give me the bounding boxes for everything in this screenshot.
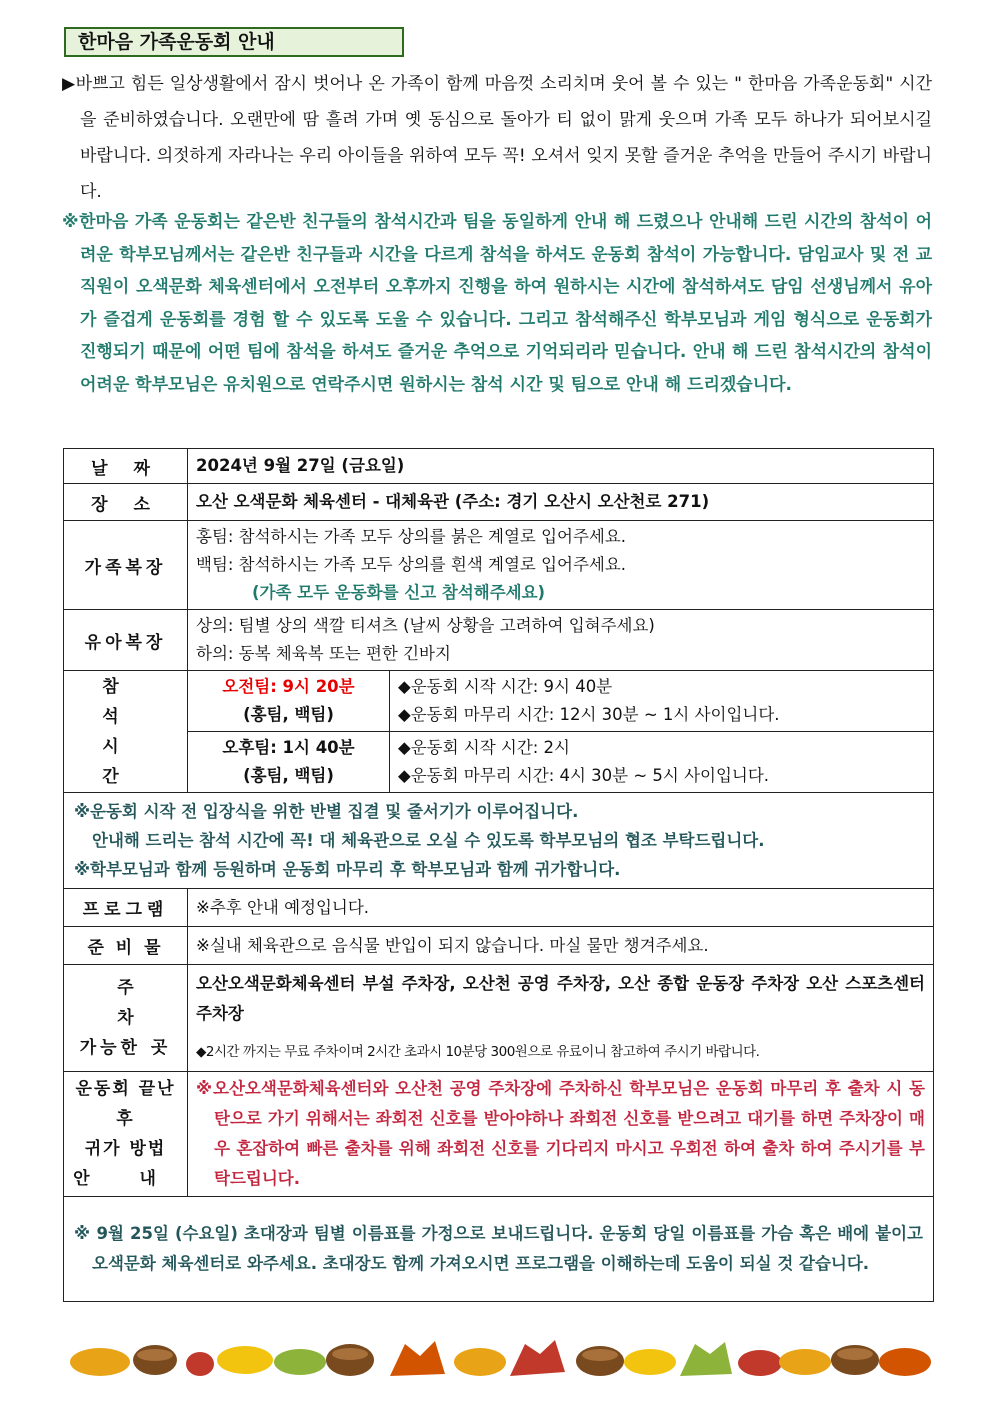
supplies-label: 준 비 물 [64,927,188,965]
gathering-note-line3: ※학부모님과 함께 등원하며 운동회 마무리 후 학부모님과 함께 귀가합니다. [74,860,621,879]
page-title: 한마음 가족운동회 안내 [64,27,404,57]
return-label-line4: 안 내 [73,1169,178,1189]
morning-team-teams: (홍팀, 백팀) [243,705,334,724]
gathering-note-line2: 안내해 드리는 참석 시간에 꼭! 대 체육관으로 오실 수 있도록 학부모님의 협조 부탁드립니다. [92,831,765,850]
morning-end: ◆운동회 마무리 시간: 12시 30분 ~ 1시 사이입니다. [398,705,780,724]
gathering-note [64,793,934,889]
place-label: 장 소 [64,484,188,521]
final-note: ※ 9월 25일 (수요일) 초대장과 팀별 이름표를 가정으로 보내드립니다. 운동회 당일 이름표를 가슴 혹은 배에 붙이고 오색문화 체육센터로 와주세요. 초대장도 함께 가져오시면 프로그램을 이해하는데 도움이 되실 것 같습니다. [64,1197,934,1302]
morning-team-cell [188,671,390,732]
parking-label-bottom: 가능한 곳 [79,1038,172,1058]
afternoon-team-time: 오후팀: 1시 40분 [222,738,355,757]
date-value: 2024년 9월 27일 (금요일) [188,449,934,484]
supplies-value: ※실내 체육관으로 음식물 반입이 되지 않습니다. 마실 물만 챙겨주세요. [188,927,934,965]
autumn-leaves-border [60,1336,940,1386]
intro-paragraph: ▶바쁘고 힘든 일상생활에서 잠시 벗어나 온 가족이 함께 마음껏 소리치며 웃어 볼 수 있는 " 한마음 가족운동회" 시간을 준비하였습니다. 오랜만에 땀 흘려 가며 옛 동심으로 돌아가 티 없이 맑게 웃으며 가족 모두 하나가 되어보시길 바랍니다. 의젓하게 자라나는 우리 아이들을 위하여 모두 꼭! 오셔서 잊지 못할 즐거운 추억을 만들어 주시기 바랍니다. [62,74,932,202]
family-dress-shoes-note: (가족 모두 운동화를 신고 참석해주세요) [252,583,546,602]
morning-start: ◆운동회 시작 시간: 9시 40분 [398,677,613,696]
return-instructions: ※오산오색문화체육센터와 오산천 공영 주차장에 주차하신 학부모님은 운동회 마무리 후 출차 시 동탄으로 가기 위해서는 좌회전 신호를 받아야하나 좌회전 신호를 받으려고 대기를 하면 주차장이 매우 혼잡하여 빠른 출차를 위해 좌회전 신호를 기다리지 마시고 우회전 하여 출차 하여 주시기를 부탁드립니다. [188,1072,934,1197]
parking-places: 오산오색문화체육센터 부설 주차장, 오산천 공영 주차장, 오산 종합 운동장 주차장 오산 스포츠센터 주차장 [196,974,925,1023]
return-label [64,1072,188,1197]
attendance-notice: ※한마음 가족 운동회는 같은반 친구들의 참석시간과 팀을 동일하게 안내 해 드렸으나 안내해 드린 시간의 참석이 어려운 학부모님께서는 같은반 친구들과 시간을 다르게 참석을 하셔도 운동회 참석이 가능합니다. 담임교사 및 전 교직원이 오색문화 체육센터에서 오전부터 오후까지 진행을 하여 원하시는 시간에 참석하셔도 담임 선생님께서 유아가 즐겁게 운동회를 경험 할 수 있도록 도울 수 있습니다. 그리고 참석해주신 학부모님과 게임 형식으로 운동회가 진행되기 때문에 어떤 팀에 참석을 하셔도 즐거운 추억으로 기억되리라 믿습니다. 안내 해 드린 참석시간의 참석이 어려운 학부모님은 유치원으로 연락주시면 원하시는 참석 시간 및 팀으로 안내 해 드리겠습니다. [62,212,932,395]
return-label-line3: 귀가 방법 [84,1139,167,1159]
child-dress-value [188,610,934,671]
afternoon-end: ◆운동회 마무리 시간: 4시 30분 ~ 5시 사이입니다. [398,766,770,785]
return-label-line1: 운동회 끝난 [75,1079,176,1099]
child-dress-top: 상의: 팀별 상의 색깔 티셔츠 (날씨 상황을 고려하여 입혀주세요) [196,616,655,635]
family-dress-red-team: 홍팀: 참석하시는 가족 모두 상의를 붉은 계열로 입어주세요. [196,527,627,546]
afternoon-team-teams: (홍팀, 백팀) [243,766,334,785]
parking-value [188,965,934,1072]
date-label: 날 짜 [64,449,188,484]
parking-label [64,965,188,1072]
attendance-label-bottom: 시 간 [102,736,149,787]
program-value: ※추후 안내 예정입니다. [188,889,934,927]
child-dress-bottom: 하의: 동복 체육복 또는 편한 긴바지 [196,644,451,663]
parking-fee: ◆2시간 까지는 무료 주차이며 2시간 초과시 10분당 300원으로 유료이니 참고하여 주시기 바랍니다. [196,1044,760,1060]
afternoon-team-cell [188,732,390,793]
family-dress-label: 가족복장 [64,521,188,610]
program-label: 프로그램 [64,889,188,927]
family-dress-white-team: 백팀: 참석하시는 가족 모두 상의를 흰색 계열로 입어주세요. [196,555,627,574]
child-dress-label: 유아복장 [64,610,188,671]
intro-section [62,66,932,210]
morning-team-time: 오전팀: 9시 20분 [222,677,355,696]
afternoon-start: ◆운동회 시작 시간: 2시 [398,738,570,757]
attendance-label [64,671,188,793]
return-label-line2: 후 [116,1109,135,1129]
morning-schedule [390,671,934,732]
leaf-icon-group [70,1340,931,1376]
info-table [63,448,934,1302]
place-value: 오산 오색문화 체육센터 - 대체육관 (주소: 경기 오산시 오산천로 271) [188,484,934,521]
attendance-label-top: 참 석 [102,676,149,727]
afternoon-schedule [390,732,934,793]
parking-label-top: 주 차 [117,978,174,1028]
gathering-note-line1: ※운동회 시작 전 입장식을 위한 반별 집결 및 줄서기가 이루어집니다. [74,802,579,821]
family-dress-value [188,521,934,610]
